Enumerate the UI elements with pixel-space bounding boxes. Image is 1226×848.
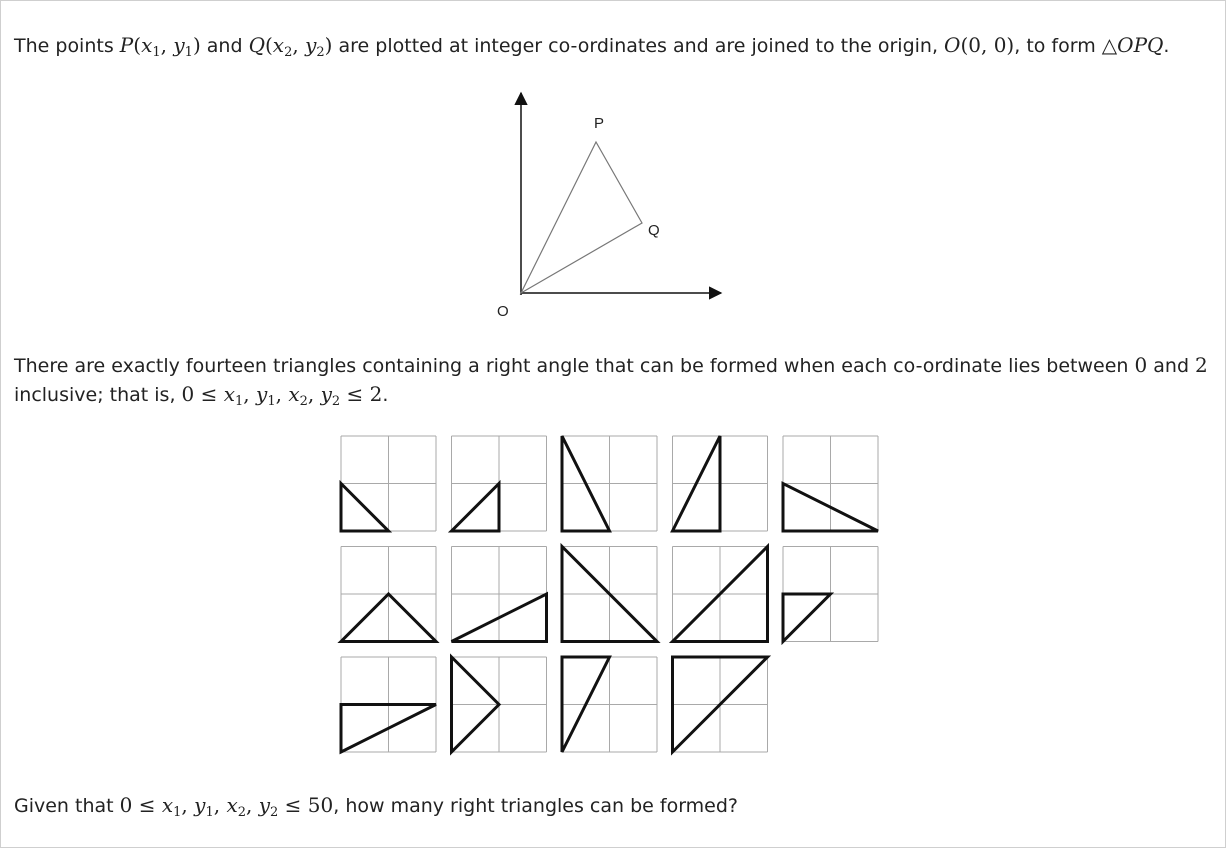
number: 0: [1134, 353, 1148, 377]
intro-paragraph: [14, 31, 1169, 60]
subscript: 1: [173, 805, 182, 820]
var-x: x: [272, 33, 285, 57]
triangle-opq: [521, 142, 642, 293]
label-o: O: [497, 303, 509, 320]
inequality: 0 ≤: [181, 382, 224, 406]
comma: ,: [213, 793, 227, 817]
label-q: Q: [648, 222, 660, 239]
subscript: 1: [267, 394, 276, 409]
triangle-grid: [341, 547, 436, 642]
comma: ,: [243, 382, 257, 406]
triangle-grid: [452, 657, 547, 752]
comma: ,: [292, 33, 306, 57]
comma: ,: [181, 793, 195, 817]
question-text: , how many right triangles can be formed?: [333, 795, 739, 817]
subscript: 2: [299, 394, 308, 409]
number: 2: [1195, 353, 1208, 377]
label-p: P: [594, 115, 605, 132]
triangle-grid: [783, 547, 878, 642]
right-triangle: [341, 484, 389, 532]
inequality: ≤ 50: [278, 793, 334, 817]
point-q: Q: [248, 33, 265, 57]
body-text: and: [1147, 355, 1196, 377]
origin-o: O: [944, 33, 961, 57]
subscript: 2: [270, 805, 279, 820]
paren: (: [264, 33, 273, 57]
body-text: .: [382, 384, 389, 406]
subscript: 1: [235, 394, 244, 409]
triangle-grid: [673, 436, 768, 531]
middle-paragraph: [14, 351, 1208, 409]
subscript: 2: [331, 394, 341, 409]
body-text: Given that: [14, 795, 120, 817]
var-y: y: [173, 33, 185, 57]
inequality: 0 ≤: [119, 793, 162, 817]
subscript: 1: [184, 45, 193, 60]
intro-text: , to form: [1014, 35, 1102, 57]
triangle-grid: [452, 547, 547, 642]
triangle-grid: [562, 657, 657, 752]
triangle-grid: [562, 436, 657, 531]
var-x: x: [226, 793, 238, 817]
right-triangle: [452, 484, 500, 532]
intro-text: .: [1163, 35, 1170, 57]
var-x: x: [161, 793, 174, 817]
var-x: x: [141, 33, 153, 57]
subscript: 1: [205, 805, 214, 820]
triangle-grid: [673, 547, 768, 642]
intro-text: are plotted at integer co-ordinates and are joined to the origin,: [332, 35, 945, 57]
subscript: 2: [237, 805, 247, 820]
triangle-grid: [562, 547, 657, 642]
var-y: y: [256, 382, 268, 406]
triangle-name: OPQ: [1117, 33, 1164, 57]
paren: ): [192, 33, 201, 57]
triangle-grid: [452, 436, 547, 531]
subscript: 1: [152, 45, 161, 60]
comma: ,: [160, 33, 174, 57]
subscript: 2: [284, 45, 293, 60]
right-triangle: [783, 594, 831, 642]
intro-text: The points: [14, 35, 120, 57]
var-y: y: [320, 382, 332, 406]
paren: ): [324, 33, 333, 57]
body-text: inclusive; that is,: [14, 384, 182, 406]
comma: ,: [275, 382, 289, 406]
body-text: There are exactly fourteen triangles containing a right angle that can be formed when each co-ordinate lies between: [14, 355, 1135, 377]
question-paragraph: [14, 791, 738, 820]
triangle-grid-gallery: [330, 428, 890, 758]
intro-text: and: [200, 35, 249, 57]
triangle-symbol: △: [1101, 33, 1118, 57]
triangle-grid: [673, 657, 768, 752]
point-p: P: [119, 33, 134, 57]
comma: ,: [246, 793, 259, 817]
var-x: x: [288, 382, 300, 406]
var-y: y: [194, 793, 206, 817]
triangle-grid: [341, 436, 436, 531]
triangle-grid: [341, 657, 436, 752]
inequality: ≤ 2: [340, 382, 383, 406]
var-y: y: [305, 33, 317, 57]
triangle-grid: [783, 436, 878, 531]
paren: (: [133, 33, 142, 57]
var-y: y: [258, 793, 271, 817]
origin-coords: (0, 0): [960, 33, 1015, 57]
subscript: 2: [316, 45, 325, 60]
comma: ,: [307, 382, 321, 406]
axes-diagram: [490, 85, 740, 325]
var-x: x: [223, 382, 236, 406]
